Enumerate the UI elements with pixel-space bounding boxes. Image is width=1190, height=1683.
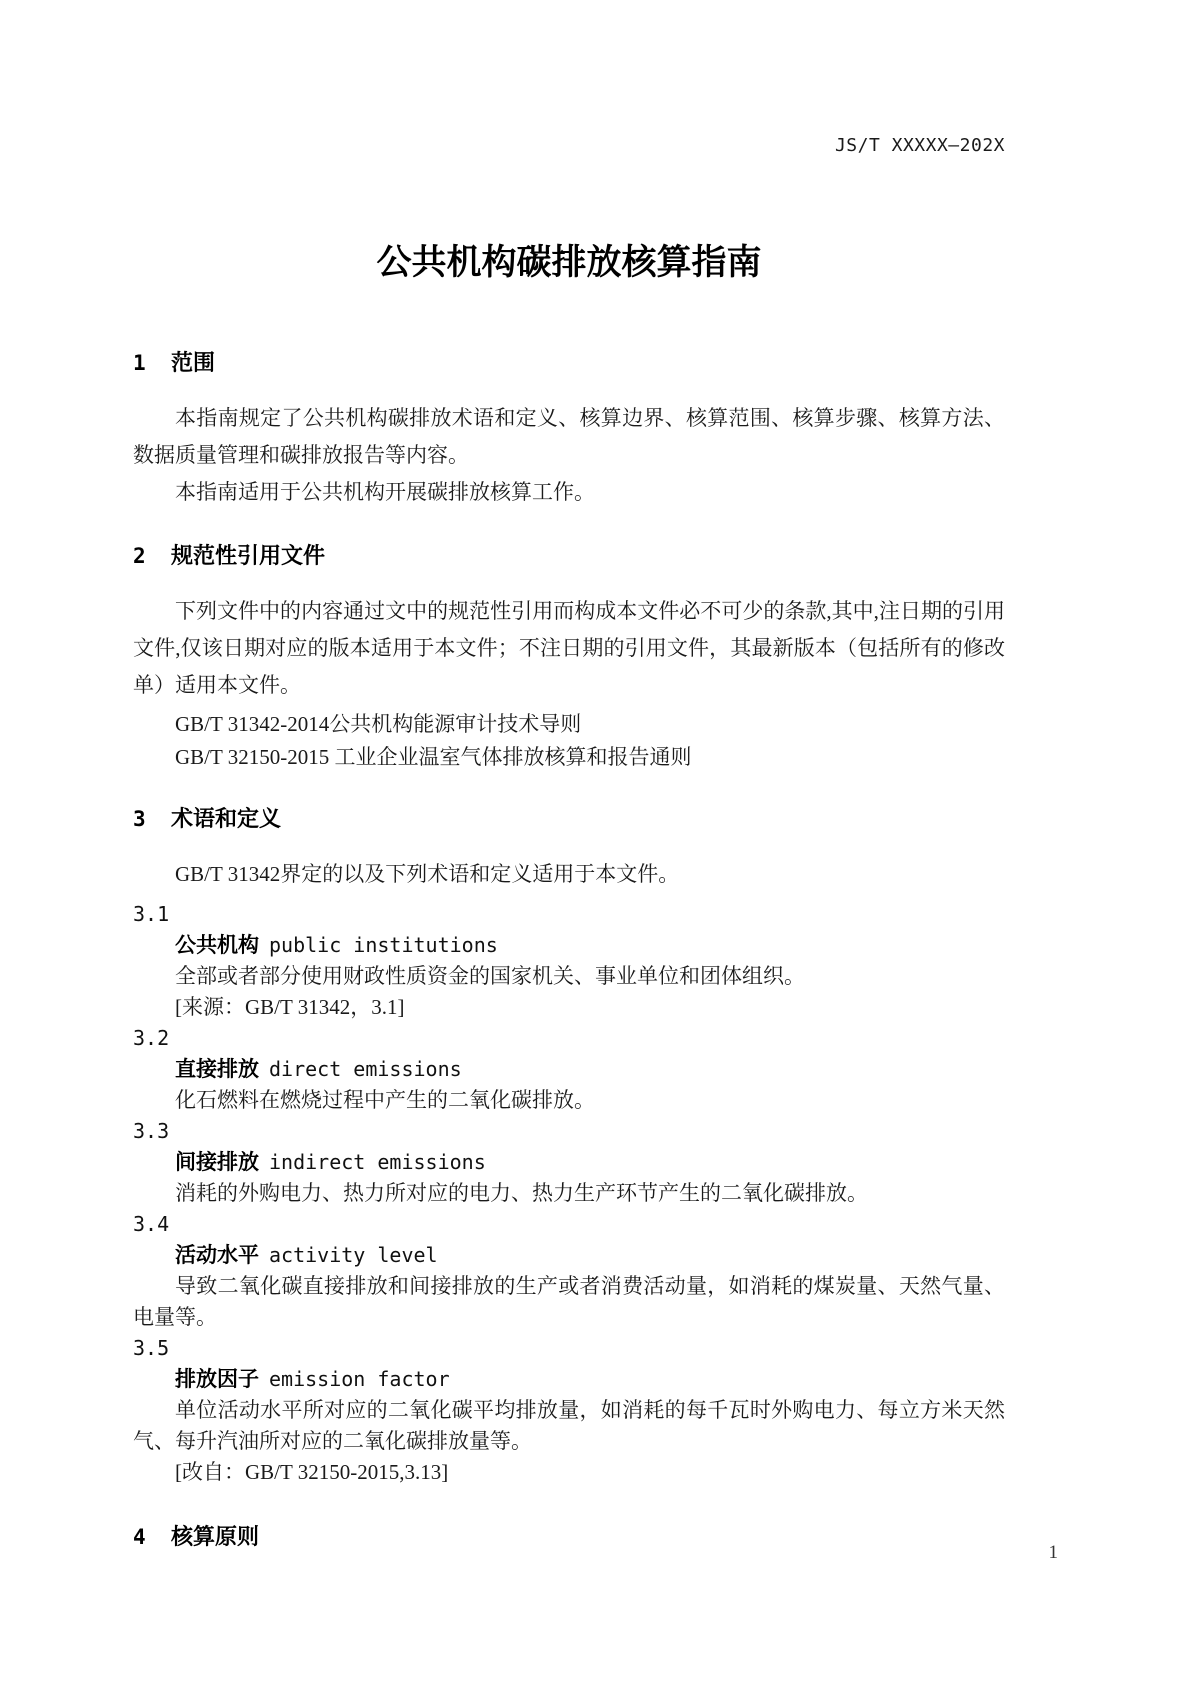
section-2-title: 规范性引用文件 xyxy=(171,543,326,568)
term-title xyxy=(133,930,1005,961)
section-3-heading xyxy=(133,804,1005,834)
section-2-paragraph: 下列文件中的内容通过文中的规范性引用而构成本文件必不可少的条款,其中,注日期的引用文件,仅该日期对应的版本适用于本文件；不注日期的引用文件，其最新版本（包括所有的修改单）适用本文件。 xyxy=(133,599,1005,697)
term-definition: 单位活动水平所对应的二氧化碳平均排放量，如消耗的每千瓦时外购电力、每立方米天然气、每升汽油所对应的二氧化碳排放量等。 xyxy=(133,1398,1005,1453)
term-name-en: direct emissions xyxy=(269,1057,462,1081)
section-1-paragraph-1: 本指南规定了公共机构碳排放术语和定义、核算边界、核算范围、核算步骤、核算方法、数据质量管理和碳排放报告等内容。 xyxy=(133,406,1005,467)
section-2-heading xyxy=(133,541,1005,571)
term-name-en: emission factor xyxy=(269,1367,450,1391)
page-number: 1 xyxy=(1048,1542,1058,1563)
section-4-heading xyxy=(133,1522,1005,1552)
section-1-heading xyxy=(133,348,1005,378)
term-name-zh: 排放因子 xyxy=(175,1368,259,1391)
section-3-number: 3 xyxy=(133,807,146,831)
term-entry xyxy=(133,1333,1005,1488)
term-name-en: public institutions xyxy=(269,933,498,957)
term-definition: 全部或者部分使用财政性质资金的国家机关、事业单位和团体组织。 xyxy=(175,964,805,988)
term-name-zh: 公共机构 xyxy=(175,934,259,957)
term-title xyxy=(133,1054,1005,1085)
terms-list xyxy=(133,899,1005,1488)
document-title: 公共机构碳排放核算指南 xyxy=(376,243,762,282)
term-entry xyxy=(133,1023,1005,1116)
term-title xyxy=(133,1147,1005,1178)
section-1-number: 1 xyxy=(133,351,146,375)
term-definition: 导致二氧化碳直接排放和间接排放的生产或者消费活动量，如消耗的煤炭量、天然气量、电量等。 xyxy=(133,1274,1005,1329)
section-4-number: 4 xyxy=(133,1525,146,1549)
standard-code-header: JS/T XXXXX—202X xyxy=(834,135,1005,156)
term-name-zh: 间接排放 xyxy=(175,1151,259,1174)
term-name-zh: 活动水平 xyxy=(175,1244,259,1267)
term-name-en: activity level xyxy=(269,1243,438,1267)
term-entry xyxy=(133,899,1005,1023)
reference-item: GB/T 31342-2014公共机构能源审计技术导则 xyxy=(175,712,582,736)
term-source-note: [改自：GB/T 32150-2015,3.13] xyxy=(175,1460,449,1484)
term-clause-number: 3.4 xyxy=(133,1212,170,1236)
section-1-title: 范围 xyxy=(171,350,216,375)
term-clause-number: 3.3 xyxy=(133,1119,170,1143)
normative-references xyxy=(133,708,1005,774)
term-clause-number: 3.2 xyxy=(133,1026,170,1050)
term-definition: 化石燃料在燃烧过程中产生的二氧化碳排放。 xyxy=(175,1088,595,1112)
term-definition: 消耗的外购电力、热力所对应的电力、热力生产环节产生的二氧化碳排放。 xyxy=(175,1181,868,1205)
term-title xyxy=(133,1364,1005,1395)
term-name-en: indirect emissions xyxy=(269,1150,486,1174)
term-clause-number: 3.5 xyxy=(133,1336,170,1360)
reference-item: GB/T 32150-2015 工业企业温室气体排放核算和报告通则 xyxy=(175,745,692,769)
section-2-number: 2 xyxy=(133,544,146,568)
section-3-title: 术语和定义 xyxy=(171,806,282,831)
term-title xyxy=(133,1240,1005,1271)
term-name-zh: 直接排放 xyxy=(175,1058,259,1081)
section-4-title: 核算原则 xyxy=(171,1524,260,1549)
section-3-intro: GB/T 31342界定的以及下列术语和定义适用于本文件。 xyxy=(175,862,680,886)
term-entry xyxy=(133,1116,1005,1209)
section-1-paragraph-2: 本指南适用于公共机构开展碳排放核算工作。 xyxy=(175,480,595,504)
term-clause-number: 3.1 xyxy=(133,902,170,926)
term-entry xyxy=(133,1209,1005,1333)
term-source-note: [来源：GB/T 31342，3.1] xyxy=(175,995,405,1019)
